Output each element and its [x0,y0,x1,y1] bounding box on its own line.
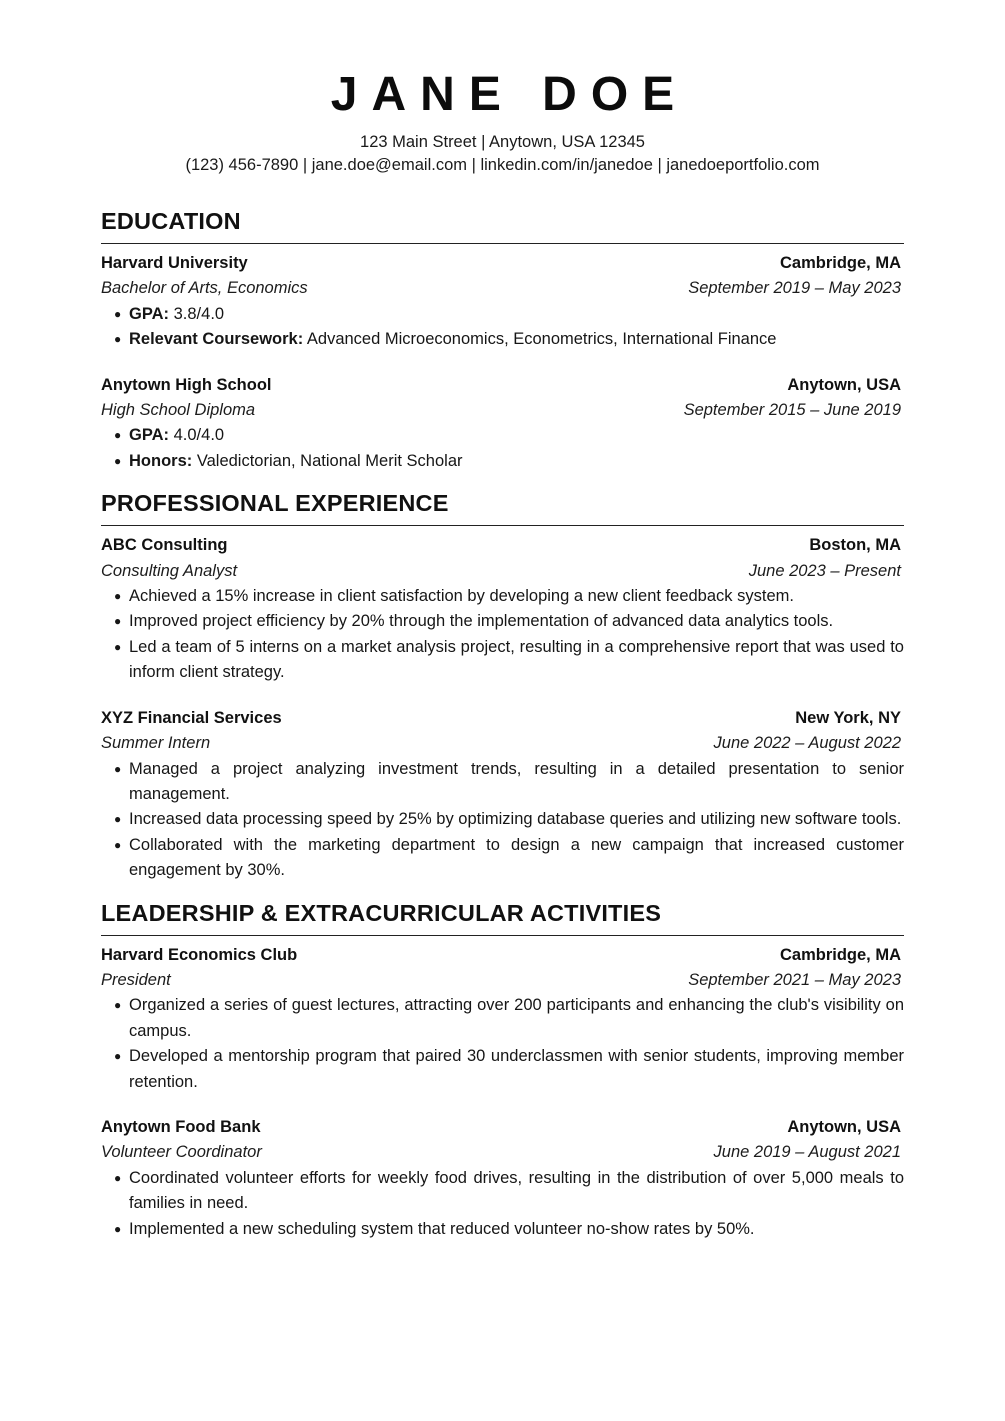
bullet-text: Increased data processing speed by 25% by optimizing database queries and utilizing new software tools. [129,810,902,829]
bullet-item [101,1166,904,1217]
date-range: June 2023 – Present [748,561,901,580]
bullet-list [101,1166,904,1242]
candidate-name: JANE DOE [330,68,689,121]
entry [101,373,904,475]
section-professional-experience [101,487,904,883]
role-title: Summer Intern [101,734,211,753]
date-range: June 2022 – August 2022 [713,734,901,753]
bullet-item [101,302,904,327]
entry-header-row [101,251,904,276]
bullet-list [101,757,904,884]
bullet-item [101,423,904,448]
bullet-item [101,1044,904,1095]
bullet-text: 4.0/4.0 [169,426,225,445]
contact-line: (123) 456-7890 | jane.doe@email.com | linkedin.com/in/janedoe | janedoeportfolio.com [185,156,820,174]
bullet-list [101,584,904,686]
resume-body [101,205,904,1255]
role-title: Consulting Analyst [101,561,238,580]
bullet-list [101,423,904,474]
bullet-text: Valedictorian, National Merit Scholar [192,451,463,470]
bullet-item [101,833,904,884]
section-title: EDUCATION [101,205,904,244]
role-title: Volunteer Coordinator [101,1143,262,1162]
organization-name: Harvard Economics Club [101,945,298,964]
bullet-text: Achieved a 15% increase in client satisfaction by developing a new client feedback system. [129,587,794,606]
bullet-item [101,807,904,832]
role-title: High School Diploma [101,401,256,420]
bullet-text: Developed a mentorship program that paired 30 underclassmen with senior students, improving member retention. [129,1047,904,1091]
entry-subheader-row [101,398,904,423]
bullet-dot-icon: ● [114,453,122,468]
entry [101,943,904,1095]
bullet-text: Managed a project analyzing investment trends, resulting in a detailed presentation to senior management. [129,759,904,803]
bullet-item [101,449,904,474]
section-leadership-extracurricular-activities [101,897,904,1242]
bullet-dot-icon: ● [114,1170,122,1185]
role-title: President [101,970,171,989]
section-education [101,205,904,474]
entry [101,706,904,884]
entry [101,533,904,685]
bullet-text: Improved project efficiency by 20% through the implementation of advanced data analytics tools. [129,612,834,631]
date-range: September 2019 – May 2023 [688,279,901,298]
bullet-dot-icon: ● [114,812,122,827]
date-range: September 2015 – June 2019 [683,401,901,420]
bullet-item [101,635,904,686]
bullet-text: Led a team of 5 interns on a market analysis project, resulting in a comprehensive report that was used to inform client strategy. [129,637,904,682]
organization-name: Anytown High School [101,375,272,394]
location: New York, NY [795,708,901,727]
bullet-label: GPA: [129,426,170,445]
bullet-text: 3.8/4.0 [169,304,225,323]
bullet-text: Advanced Microeconomics, Econometrics, International Finance [303,330,777,349]
bullet-item [101,327,904,352]
bullet-dot-icon: ● [114,639,122,654]
bullet-dot-icon: ● [114,837,122,852]
organization-name: Harvard University [101,254,248,272]
bullet-item [101,584,904,609]
entry-header-row [101,706,904,731]
organization-name: XYZ Financial Services [101,708,282,727]
bullet-item [101,609,904,634]
bullet-dot-icon: ● [114,589,122,604]
entry-header-row [101,943,904,968]
entry-header-row [101,373,904,398]
bullet-label: GPA: [129,304,170,323]
bullet-dot-icon: ● [114,614,122,629]
location: Anytown, USA [787,375,901,394]
organization-name: ABC Consulting [101,536,228,555]
bullet-dot-icon: ● [114,1049,122,1064]
entry-subheader-row [101,276,904,301]
bullet-dot-icon: ● [114,428,122,443]
bullet-item [101,993,904,1044]
entry-header-row [101,533,904,558]
bullet-label: Relevant Coursework: [129,330,304,349]
bullet-dot-icon: ● [114,998,122,1013]
bullet-text: Coordinated volunteer efforts for weekly food drives, resulting in the distribution of over 5,000 meals to families in need. [129,1168,904,1213]
organization-name: Anytown Food Bank [101,1117,261,1136]
role-title: Bachelor of Arts, Economics [101,279,308,298]
bullet-dot-icon: ● [114,306,122,321]
entry [101,1115,904,1242]
entry [101,251,904,353]
bullet-text: Organized a series of guest lectures, attracting over 200 participants and enhancing the club's visibility on campus. [129,996,904,1040]
bullet-item [101,1217,904,1242]
location: Anytown, USA [787,1117,901,1136]
bullet-dot-icon: ● [114,1221,122,1236]
location: Cambridge, MA [779,254,901,272]
bullet-list [101,993,904,1095]
entry-subheader-row [101,731,904,756]
date-range: June 2019 – August 2021 [713,1143,901,1162]
section-title: LEADERSHIP & EXTRACURRICULAR ACTIVITIES [101,897,904,936]
bullet-dot-icon: ● [114,332,122,347]
address-line: 123 Main Street | Anytown, USA 12345 [360,133,645,151]
location: Boston, MA [809,536,901,555]
bullet-text: Collaborated with the marketing department to design a new campaign that increased customer engagement by 30%. [129,835,904,880]
entry-subheader-row [101,968,904,993]
bullet-label: Honors: [129,451,193,470]
entry-subheader-row [101,559,904,584]
bullet-text: Implemented a new scheduling system that reduced volunteer no-show rates by 50%. [129,1219,755,1238]
bullet-list [101,302,904,353]
entry-subheader-row [101,1140,904,1165]
bullet-dot-icon: ● [114,761,122,776]
location: Cambridge, MA [779,945,901,964]
date-range: September 2021 – May 2023 [688,970,901,989]
section-title: PROFESSIONAL EXPERIENCE [101,487,904,526]
entry-header-row [101,1115,904,1140]
bullet-item [101,757,904,808]
